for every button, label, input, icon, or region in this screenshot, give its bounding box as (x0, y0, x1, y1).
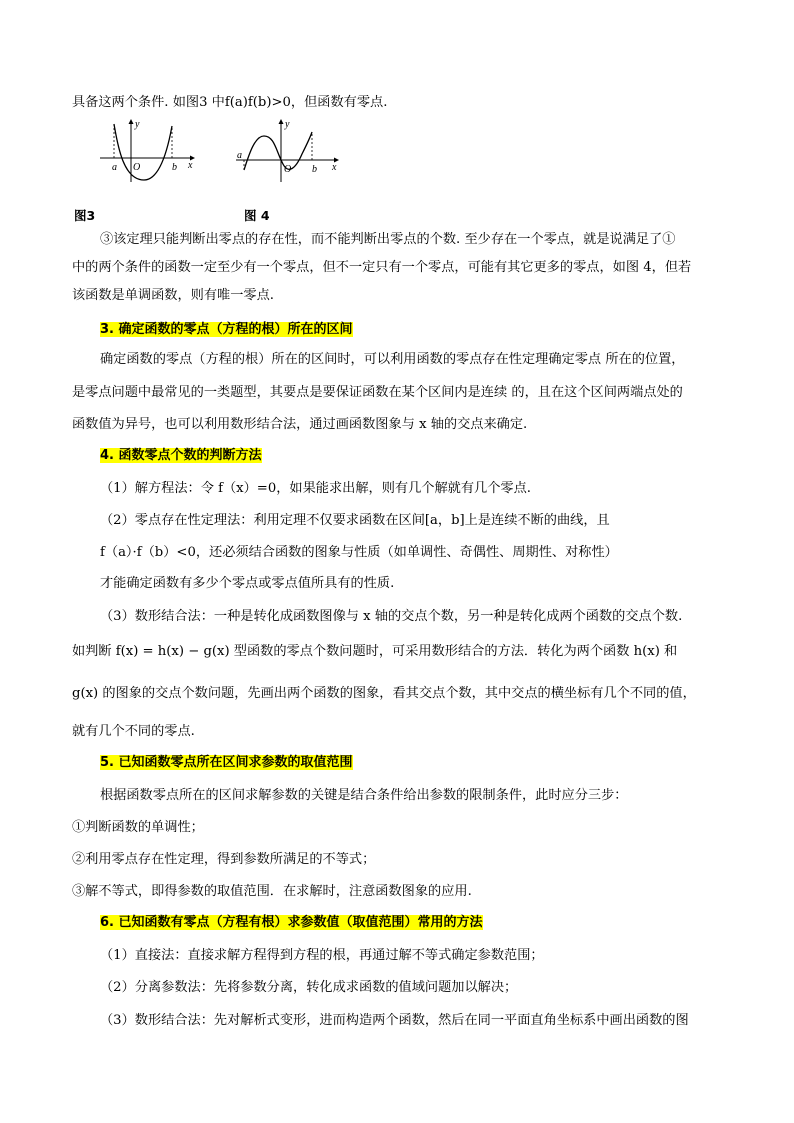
sec4-line-5: （3）数形结合法：一种是转化成函数图像与 x 轴的交点个数，另一种是转化成两个函数的交点个数. (100, 609, 683, 624)
para3-line-3: 该函数是单调函数，则有唯一零点. (72, 288, 275, 303)
sec4-line-1: （1）解方程法：令 f（x）=0，如果能求出解，则有几个解就有几个零点. (100, 481, 531, 496)
fig4-label-y: y (285, 119, 290, 130)
fig4-curve (244, 132, 312, 170)
section-6-heading: 6. 已知函数有零点（方程有根）求参数值（取值范围）常用的方法 (100, 915, 483, 930)
fig3-label-o: O (133, 162, 141, 173)
fig4-label-b: b (312, 164, 317, 175)
sec6-line-1: （1）直接法：直接求解方程得到方程的根，再通过解不等式确定参数范围； (100, 948, 544, 963)
section-3-heading: 3. 确定函数的零点（方程的根）所在的区间 (100, 322, 353, 337)
sec5-line-2: ①判断函数的单调性； (72, 820, 204, 835)
figure-4-graph (234, 118, 344, 184)
sec5-line-3: ②利用零点存在性定理，得到参数所满足的不等式； (72, 852, 376, 867)
sec4-line-7: g(x) 的图象的交点个数问题，先画出两个函数的图象，看其交点个数，其中交点的横坐标有几个不同的值， (72, 686, 696, 701)
fig3-label-y: y (135, 119, 140, 130)
sec6-line-3: （3）数形结合法：先对解析式变形，进而构造两个函数，然后在同一平面直角坐标系中画出函数的图 (100, 1013, 689, 1028)
sec6-line-2: （2）分离参数法：先将参数分离，转化成求函数的值域问题加以解决； (100, 980, 518, 995)
sec3-line-3: 函数值为异号，也可以利用数形结合法，通过画函数图象与 x 轴的交点来确定. (72, 417, 528, 432)
sec4-line-8: 就有几个不同的零点. (72, 724, 195, 739)
fig3-label-a: a (112, 162, 117, 173)
fig4-label-x: x (332, 162, 337, 173)
fig3-label-b: b (172, 162, 177, 173)
fig3-curve (114, 124, 172, 180)
fig3-label-x: x (188, 160, 193, 171)
sec4-line-4: 才能确定函数有多少个零点或零点值所具有的性质. (100, 576, 395, 591)
intro-line: 具备这两个条件. 如图3 中f(a)f(b)>0，但函数有零点. (72, 95, 388, 110)
sec4-line-2: （2）零点存在性定理法：利用定理不仅要求函数在区间[a，b]上是连续不断的曲线，且 (100, 513, 610, 528)
para3-line-1: ③该定理只能判断出零点的存在性，而不能判断出零点的个数. 至少存在一个零点，就是说满足了① (100, 232, 676, 247)
section-5-heading: 5. 已知函数零点所在区间求参数的取值范围 (100, 755, 353, 770)
sec3-line-2: 是零点问题中最常见的一类题型，其要点是要保证函数在某个区间内是连续 的，且在这个区间两端点处的 (72, 385, 683, 400)
sec5-line-1: 根据函数零点所在的区间求解参数的关键是结合条件给出参数的限制条件，此时应分三步： (100, 788, 628, 803)
figure-3-caption: 图3 (74, 208, 96, 223)
fig4-y-arrow (279, 119, 284, 124)
sec4-line-3: f（a）·f（b）<0，还必须结合函数的图象与性质（如单调性、奇偶性、周期性、对称性） (100, 545, 618, 560)
fig3-y-arrow (129, 119, 134, 124)
sec3-line-1: 确定函数的零点（方程的根）所在的区间时，可以利用函数的零点存在性定理确定零点 所在的位置， (100, 352, 685, 367)
figure-3-graph (98, 118, 198, 184)
para3-line-2: 中的两个条件的函数一定至少有一个零点，但不一定只有一个零点，可能有其它更多的零点，如图 4，但若 (72, 260, 692, 275)
figure-4-caption: 图 4 (244, 208, 270, 223)
sec5-line-4: ③解不等式，即得参数的取值范围．在求解时，注意函数图象的应用. (72, 884, 472, 899)
fig4-label-a: a (237, 150, 242, 161)
fig4-label-o: O (284, 164, 292, 175)
section-4-heading: 4. 函数零点个数的判断方法 (100, 448, 262, 463)
sec4-line-6: 如判断 f(x) = h(x) − g(x) 型函数的零点个数问题时，可采用数形结合的方法．转化为两个函数 h(x) 和 (72, 644, 678, 659)
